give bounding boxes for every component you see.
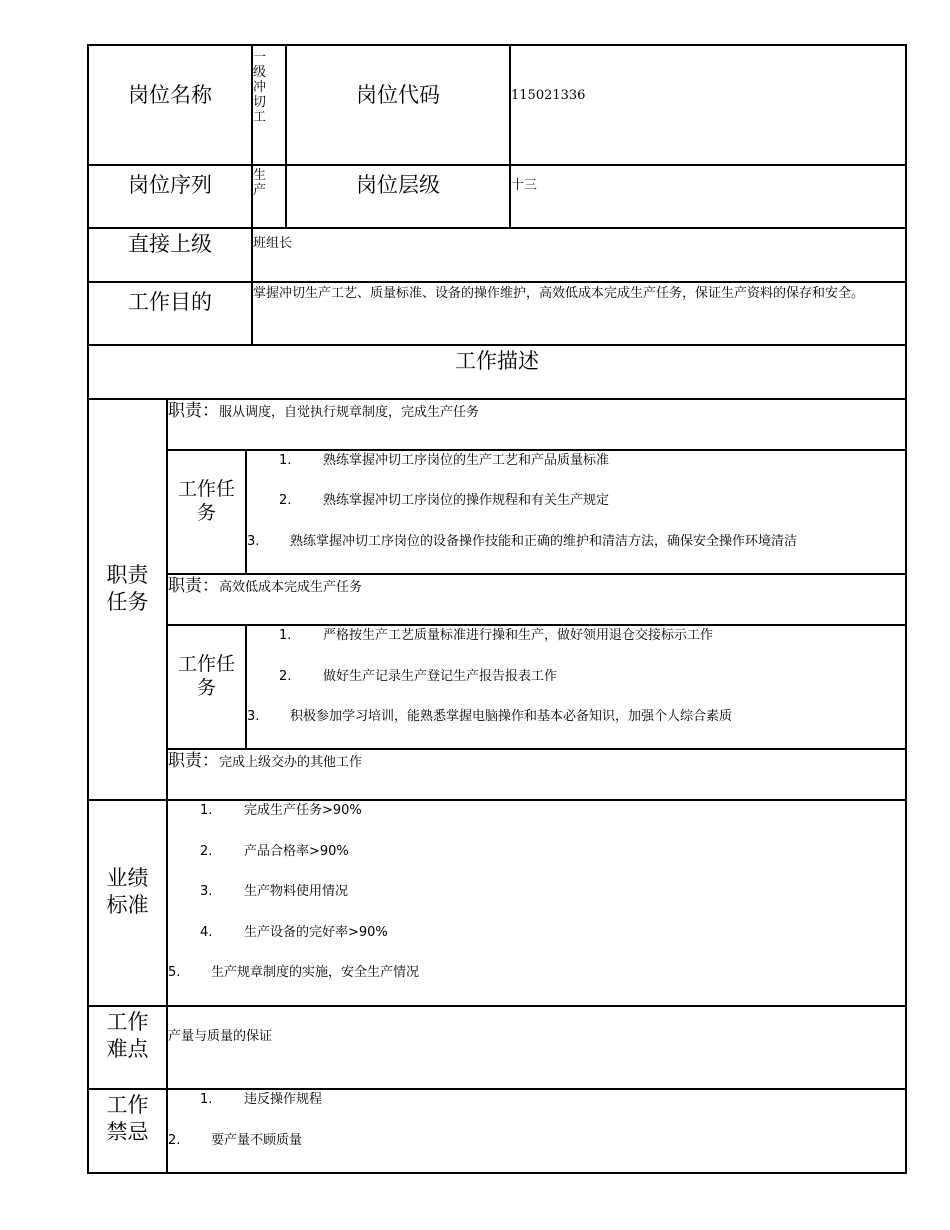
- row-divider: [166, 449, 907, 451]
- task-text: 熟练掌握冲切工序岗位的生产工艺和产品质量标准: [323, 453, 610, 468]
- position-name-value: 一级冲切工: [253, 50, 267, 125]
- supervisor-label: 直接上级: [128, 232, 212, 256]
- duties-label-line: 职责: [106, 563, 149, 587]
- task-number: 1.: [279, 628, 292, 643]
- task-text: 严格按生产工艺质量标准进行操和生产，做好领用退仓交接标示工作: [323, 628, 714, 643]
- table-border-bottom: [87, 1172, 907, 1174]
- performance-text: 产品合格率>90%: [244, 844, 349, 859]
- prohibition-label-line: 禁忌: [106, 1120, 149, 1144]
- prohibition-label: [89, 1092, 166, 1146]
- performance-text: 生产规章制度的实施，安全生产情况: [211, 965, 420, 980]
- duty-row: [168, 403, 903, 421]
- duty-prefix: 职责：: [168, 751, 219, 771]
- task-label: [168, 477, 245, 525]
- row-divider: [87, 1005, 907, 1007]
- purpose-label: 工作目的: [128, 290, 212, 314]
- duty-row: [168, 578, 903, 596]
- task-number: 2.: [279, 493, 292, 508]
- row-divider: [87, 1088, 907, 1090]
- work-description-title: 工作描述: [455, 349, 539, 373]
- performance-number: 2.: [200, 844, 213, 859]
- purpose-value: 掌握冲切生产工艺、质量标准、设备的操作维护，高效低成本完成生产任务，保证生产资料的保存和安全。: [253, 286, 865, 301]
- performance-label-line: 业绩: [106, 866, 149, 890]
- duty-text: 完成上级交办的其他工作: [219, 755, 363, 770]
- task-number: 2.: [279, 669, 292, 684]
- row-divider: [166, 748, 907, 750]
- row-divider: [87, 799, 907, 801]
- duty-text: 服从调度，自觉执行规章制度，完成生产任务: [219, 405, 480, 420]
- supervisor-value: 班组长: [253, 236, 293, 251]
- performance-text: 完成生产任务>90%: [244, 803, 362, 818]
- prohibition-number: 1.: [200, 1092, 213, 1107]
- difficulty-label-line: 工作: [106, 1010, 149, 1034]
- duty-text: 高效低成本完成生产任务: [219, 580, 363, 595]
- prohibition-number: 2.: [168, 1133, 181, 1148]
- duty-prefix: 职责：: [168, 576, 219, 596]
- performance-number: 1.: [200, 803, 213, 818]
- task-number: 3.: [247, 709, 260, 724]
- prohibition-text: 要产量不顾质量: [211, 1133, 303, 1148]
- col-divider: [285, 44, 287, 228]
- row-divider: [166, 624, 907, 626]
- task-label-line: 工作任: [177, 653, 235, 675]
- task-text: 熟练掌握冲切工序岗位的操作规程和有关生产规定: [323, 493, 610, 508]
- row-divider: [87, 344, 907, 346]
- col-divider: [245, 624, 247, 749]
- task-text: 积极参加学习培训，能熟悉掌握电脑操作和基本必备知识，加强个人综合素质: [290, 709, 733, 724]
- level-label: 岗位层级: [356, 173, 440, 197]
- position-name-label: 岗位名称: [128, 83, 212, 107]
- sequence-value: 生产: [253, 168, 267, 198]
- row-divider: [166, 573, 907, 575]
- task-label-line: 工作任: [177, 478, 235, 500]
- performance-number: 3.: [200, 884, 213, 899]
- task-label-line: 务: [196, 677, 216, 699]
- performance-number: 5.: [168, 965, 181, 980]
- row-divider: [87, 164, 907, 166]
- col-divider: [509, 44, 511, 228]
- position-code-value: 115021336: [511, 88, 586, 103]
- table-border-top: [87, 44, 907, 46]
- performance-text: 生产物料使用情况: [244, 884, 349, 899]
- row-divider: [87, 398, 907, 400]
- performance-label-line: 标准: [106, 893, 149, 917]
- duties-label: [89, 562, 166, 616]
- row-divider: [87, 227, 907, 229]
- sequence-label: 岗位序列: [128, 173, 212, 197]
- prohibition-text: 违反操作规程: [244, 1092, 323, 1107]
- task-number: 1.: [279, 453, 292, 468]
- col-divider: [245, 449, 247, 574]
- performance-label: [89, 865, 166, 919]
- difficulty-text: 产量与质量的保证: [168, 1029, 273, 1044]
- performance-number: 4.: [200, 925, 213, 940]
- position-code-label: 岗位代码: [356, 83, 440, 107]
- task-text: 做好生产记录生产登记生产报告报表工作: [323, 669, 558, 684]
- row-divider: [87, 281, 907, 283]
- task-label: [168, 652, 245, 700]
- performance-text: 生产设备的完好率>90%: [244, 925, 388, 940]
- difficulty-label: [89, 1009, 166, 1063]
- task-label-line: 务: [196, 502, 216, 524]
- duties-label-line: 任务: [106, 590, 149, 614]
- prohibition-label-line: 工作: [106, 1093, 149, 1117]
- duty-prefix: 职责：: [168, 401, 219, 421]
- duty-row: [168, 753, 903, 771]
- level-value: 十三: [511, 178, 538, 193]
- difficulty-label-line: 难点: [106, 1037, 149, 1061]
- task-number: 3.: [247, 534, 260, 549]
- task-text: 熟练掌握冲切工序岗位的设备操作技能和正确的维护和清洁方法，确保安全操作环境清洁: [290, 534, 798, 549]
